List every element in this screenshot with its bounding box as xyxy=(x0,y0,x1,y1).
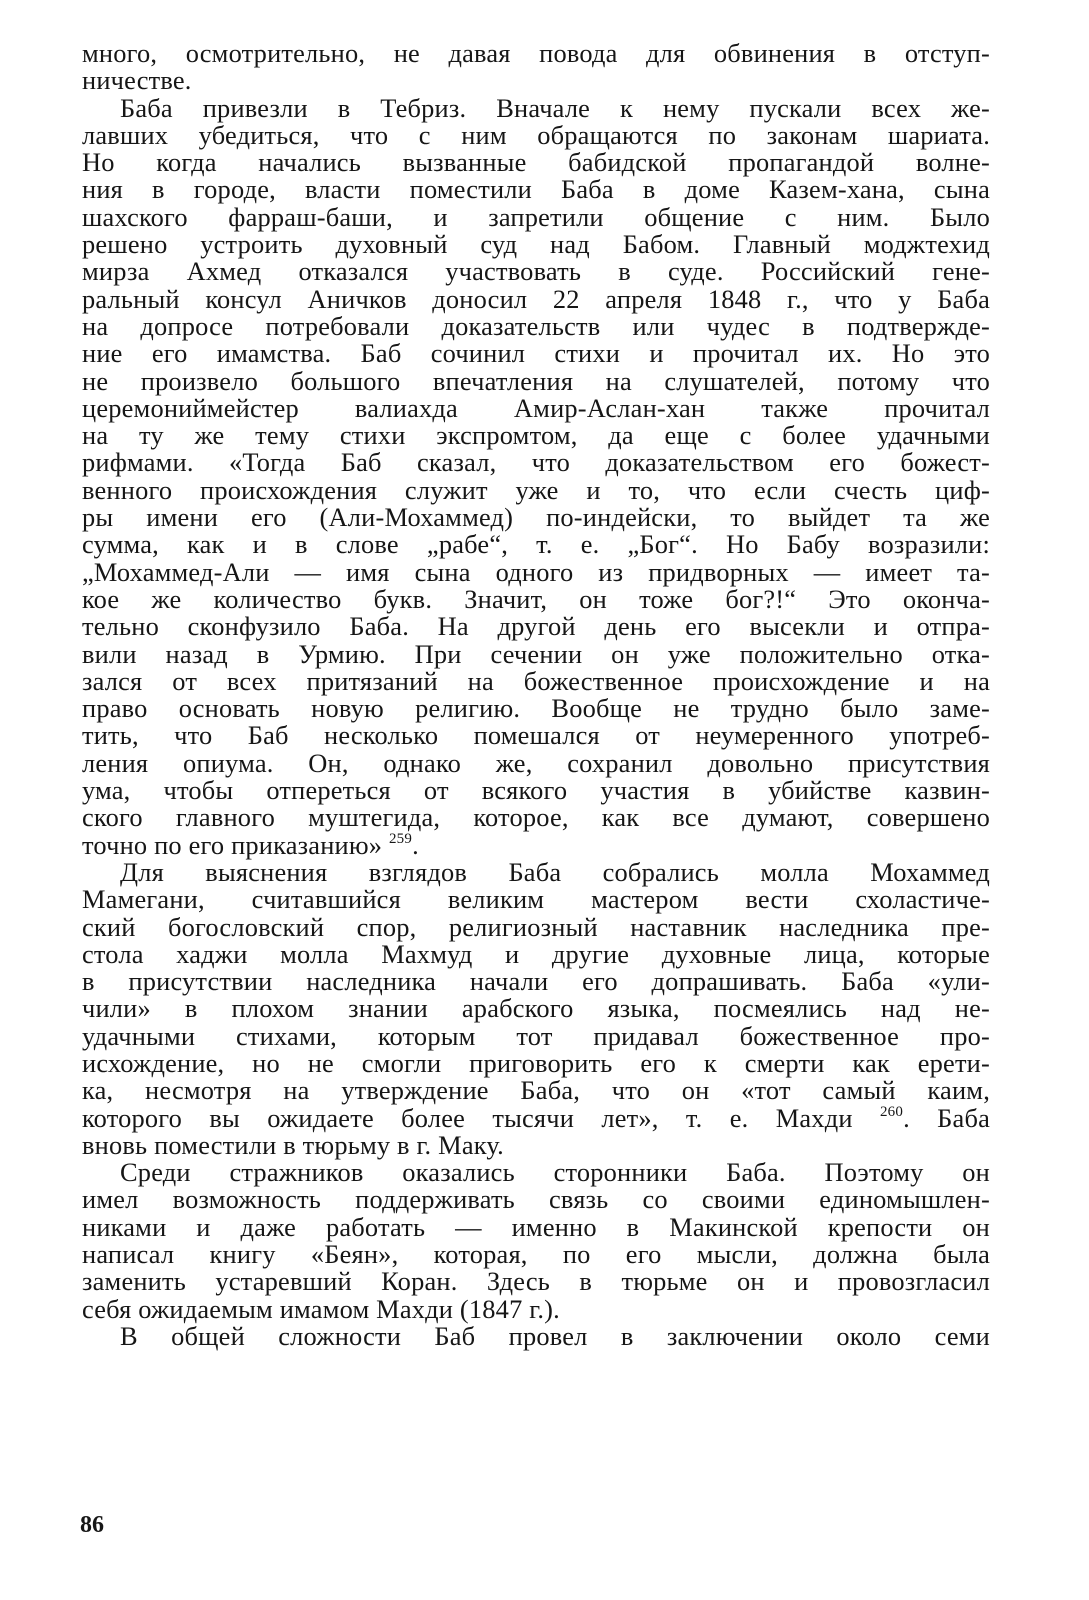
text-line: на ту же тему стихи экспромтом, да еще с более удачными xyxy=(82,420,990,451)
text-line: стола хаджи молла Махмуд и другие духовные лица, которые xyxy=(82,938,990,969)
text-line: вновь поместили в тюрьму в г. Маку. xyxy=(82,1129,504,1160)
text-line: шахского фарраш-баши, и запретили общение с ним. Было xyxy=(82,201,990,232)
text-line: исхождение, но не смогли приговорить его к смерти как ерети- xyxy=(82,1047,990,1078)
text-line: удачными стихами, которым тот придавал божественное про- xyxy=(82,1020,990,1051)
text-line: ры имени его (Али-Мохаммед) по-индейски, то выйдет та же xyxy=(82,502,990,533)
text-fragment: . Баба xyxy=(903,1102,990,1133)
text-line: „Мохаммед-Али — имя сына одного из придворных — имеет та- xyxy=(82,556,990,587)
text-line: мирза Ахмед отказался участвовать в суде. Российский гене- xyxy=(82,256,990,287)
text-line: Мамегани, считавшийся великим мастером вести схоластиче- xyxy=(82,884,990,915)
text-line: ничестве. xyxy=(82,65,192,96)
text-line: решено устроить духовный суд над Бабом. Главный моджтехид xyxy=(82,229,990,260)
text-line: ка, несмотря на утверждение Баба, что он «тот самый каим, xyxy=(82,1075,990,1106)
text-line: право основать новую религию. Вообще не трудно было заме- xyxy=(82,693,990,724)
text-line: зался от всех притязаний на божественное происхождение и на xyxy=(82,665,990,696)
text-line: никами и даже работать — именно в Макинской крепости он xyxy=(82,1211,990,1242)
text-line: кое же количество букв. Значит, он тоже бог?!“ Это оконча- xyxy=(82,583,990,614)
text-fragment: которого вы ожидаете более тысячи лет», т. е. Махди xyxy=(82,1102,853,1133)
footnote-ref: 259 xyxy=(388,830,413,847)
text-line: ума, чтобы отпереться от всякого участия в убийстве казвин- xyxy=(82,775,990,806)
text-line: чили» в плохом знании арабского языка, посмеялись над не- xyxy=(82,993,990,1024)
text-line: ский богословский спор, религиозный наставник наследника пре- xyxy=(82,911,990,942)
text-line xyxy=(82,1102,990,1133)
text-line xyxy=(82,829,990,860)
page-number: 86 xyxy=(80,1512,104,1538)
text-line: ние его имамства. Баб сочинил стихи и прочитал их. Но это xyxy=(82,338,990,369)
text-line: Для выяснения взглядов Баба собрались молла Мохаммед xyxy=(120,856,990,887)
text-line: заменить устаревший Коран. Здесь в тюрьме он и провозгласил xyxy=(82,1266,990,1297)
text-line: на допросе потребовали доказательств или чудес в подтвержде- xyxy=(82,310,990,341)
text-line: венного происхождения служит уже и то, что если счесть циф- xyxy=(82,474,990,505)
text-line: много, осмотрительно, не давая повода для обвинения в отступ- xyxy=(82,38,990,68)
text-fragment: точно по его приказанию» xyxy=(82,829,383,860)
text-line: ления опиума. Он, однако же, сохранил довольно присутствия xyxy=(82,747,990,778)
footnote-ref: 260 xyxy=(879,1103,904,1120)
text-line: ского главного муштегида, которое, как все думают, совершено xyxy=(82,802,990,833)
text-line: имел возможность поддерживать связь со своими единомышлен- xyxy=(82,1184,990,1215)
paragraph xyxy=(82,856,990,1160)
text-line: Баба привезли в Тебриз. Вначале к нему пускали всех же- xyxy=(120,92,990,123)
paragraph xyxy=(82,1159,990,1323)
text-line: тельно сконфузило Баба. На другой день его высекли и отпра- xyxy=(82,611,990,642)
text-line: ральный консул Аничков доносил 22 апреля 1848 г., что у Баба xyxy=(82,283,990,314)
text-line: себя ожидаемым имамом Махди (1847 г.). xyxy=(82,1293,560,1324)
text-line: ния в городе, власти поместили Баба в доме Казем-хана, сына xyxy=(82,174,990,205)
text-line: тить, что Баб несколько помешался от неумеренного употреб- xyxy=(82,720,990,751)
paragraph xyxy=(82,1320,990,1351)
text-line: Но когда начались вызванные бабидской пропагандой волне- xyxy=(82,147,990,178)
paragraph xyxy=(82,92,990,860)
paragraph xyxy=(82,40,990,95)
text-line: написал книгу «Беян», которая, по его мысли, должна была xyxy=(82,1239,990,1270)
text-line: в присутствии наследника начали его допрашивать. Баба «ули- xyxy=(82,966,990,997)
text-line: В общей сложности Баб провел в заключении около семи xyxy=(120,1320,990,1351)
text-line: не произвело большого впечатления на слушателей, потому что xyxy=(82,365,990,396)
page-text xyxy=(82,40,990,1350)
text-line: рифмами. «Тогда Баб сказал, что доказательством его божест- xyxy=(82,447,990,478)
text-fragment: . xyxy=(412,829,419,860)
text-line: лавших убедиться, что с ним обращаются по законам шариата. xyxy=(82,119,990,150)
text-line: церемониймейстер валиахда Амир-Аслан-хан также прочитал xyxy=(82,392,990,423)
text-line: Среди стражников оказались сторонники Баба. Поэтому он xyxy=(120,1157,990,1188)
text-line: вили назад в Урмию. При сечении он уже положительно отка- xyxy=(82,638,990,669)
text-line: сумма, как и в слове „рабе“, т. е. „Бог“. Но Бабу возразили: xyxy=(82,529,990,560)
